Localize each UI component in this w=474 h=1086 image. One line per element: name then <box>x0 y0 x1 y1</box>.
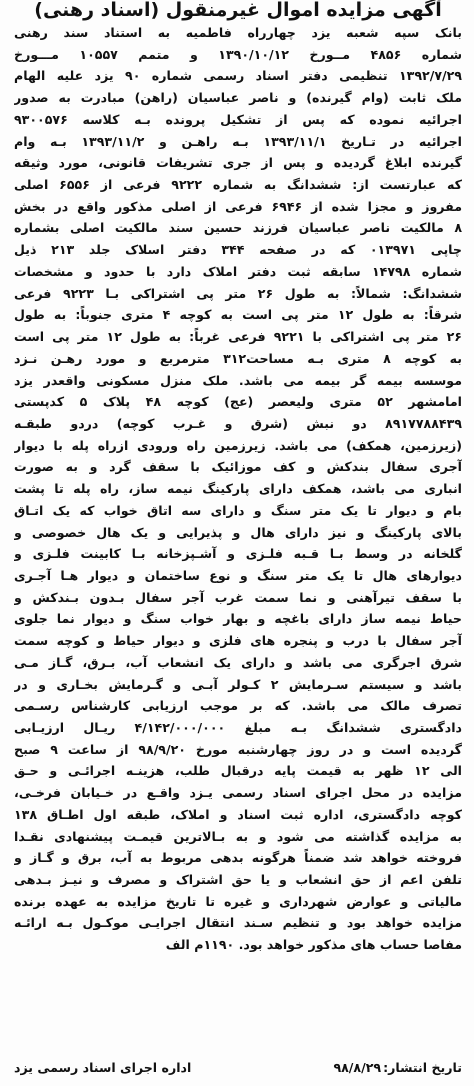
notice-line: مزایده خواهد بود و تنظیم سـند انتقال اجرایـی موکـول بـه ارائـه <box>14 915 462 931</box>
notice-line: شرقاً: به طول ۱۲ متر پی است به کوچه ۴ متری جنوباً: به طول <box>14 307 462 323</box>
notice-line: تصرف مالک می باشد. که بر موجب ارزیابی کارشناس رسـمی <box>14 698 462 714</box>
notice-line: مالیاتی و عوارض شهرداری و غیره تا تاریخ مزایده به عهده برنده <box>14 893 462 909</box>
publication-date <box>333 1060 462 1075</box>
issuing-office: اداره اجرای اسناد رسمی یزد <box>14 1059 192 1075</box>
notice-line: کوچه دادگستری، اداره ثبت اسناد و املاک، طبقه اول اطـاق ۱۳۸ <box>14 806 462 822</box>
notice-line: اجرائیه نموده که پس از تشکیل پرونده بـه کلاسه ۹۳۰۰۵۷۶ <box>14 111 462 127</box>
notice-title: آگهی مزایده اموال غیرمنقول (اسناد رهنی) <box>34 0 442 21</box>
notice-line: بام و دیوار تا یک متر سنگ و دارای سه اتاق خواب که یک اتـاق <box>14 502 462 518</box>
notice-line: مفاصا حساب های مذکور خواهد بود. ۱۱۹۰م الف <box>165 937 462 953</box>
notice-line: به مزایده گذاشته می شود و به بـالاترین قیمـت پیشنهادی نقـدا <box>14 828 462 844</box>
notice-line: اجرائیه در تـاریخ ۱۳۹۳/۱۱/۱ بـه راهـن و ۱۳۹۳/۱۱/۲ بـه وام <box>14 133 462 149</box>
notice-line: بانک سپه شعبه یزد چهارراه فاطمیه به استناد سند رهنی <box>14 25 462 40</box>
notice-line: باشد و سیستم سـرمایش ۲ کـولر آبـی و گـرمایش بخـاری و در <box>14 676 462 692</box>
notice-line: شرق اجرگری می باشد و دارای یک انشعاب آب، بـرق، گـاز مـی <box>14 654 462 670</box>
notice-body <box>14 22 462 956</box>
notice-line: که عبارتست از: ششدانگ به شماره ۹۲۲۲ فرعی از ۶۵۵۶ اصلی <box>14 177 462 193</box>
notice-line: ۲۶ متر پی اشتراکی با ۹۲۲۱ فرعی غرباً: به طول ۱۲ متر پی است <box>14 329 462 345</box>
notice-line: ۸۹۱۷۷۸۸۴۳۹ دو نبش (شرق و غـرب کوچه) دردو طبقـه <box>14 415 462 431</box>
notice-line: آجر سفال با درب و پنجره های فلزی و دیوار حیاط و کوچه سمت <box>14 633 462 649</box>
notice-line: موسسه بیمه گر بیمه می باشد. ملک منزل مسکونی واقعدر یزد <box>14 372 462 388</box>
notice-line: ۱۳۹۲/۷/۲۹ تنظیمی دفتر اسناد رسمی شماره ۹۰ یزد علیه الهام <box>14 68 462 84</box>
notice-line: بالای پارکینگ و نیز دارای هال و پذیرایی و یک هال خصوصی و <box>14 524 462 540</box>
notice-line: شماره ۱۴۷۹۸ سابقه ثبت دفتر املاک دارد با حدود و مشخصات <box>14 263 462 279</box>
notice-line: چاپی ۰۱۳۹۷۱ که در صفحه ۳۴۴ دفتر اسلاک جلد ۲۱۳ ذیل <box>14 242 462 258</box>
notice-line: آجری سفال بندکش و کف موزائیک با سقف گرد و به صورت <box>14 459 462 475</box>
notice-line: فروخته خواهد شد ضمناً هرگونه بدهی مربوط به آب، برق و گـاز و <box>14 850 462 866</box>
notice-line: انباری می باشد، همکف دارای پارکینگ نیمه ساز، راه پله تا پشت <box>14 481 462 497</box>
notice-line: گلخانه در وسط بـا قـبه فلـزی و آشـپزخانه بـا کابینت فلـزی و <box>14 546 462 562</box>
notice-line: گیرنده ابلاغ گردیده و پس از جری تشریفات قانونی، مورد وثیقه <box>14 155 462 171</box>
publication-date-value: ۹۸/۸/۲۹ <box>333 1059 382 1075</box>
notice-line: (زیرزمین، همکف) می باشد. زیرزمین راه ورودی ازراه پله با دیوار <box>14 437 462 453</box>
notice-line: دادگستری ششدانگ بـه مبلغ ۴/۱۴۲/۰۰۰/۰۰۰ ریـال ارزیـابی <box>14 720 462 735</box>
notice-line: حیاط نیمه ساز دارای باغچه و بهار خواب سنگ و دیوار نما جلوی <box>14 611 462 627</box>
notice-line: دیوارهای هال تا یک متر سنگ و نوع ساختمان و دیوار هـا آجـری <box>14 567 462 583</box>
publication-date-label: تاریخ انتشار: <box>383 1059 462 1075</box>
notice-line: الی ۱۲ ظهر به قیمت پایه درقبال طلب، هزینـه اجرائـی و حـق <box>14 763 462 779</box>
notice-line: به کوچه ۸ متری بـه مساحت۳۱۲ مترمربع و مورد رهـن نـزد <box>14 350 462 366</box>
notice-line: گردیده است و در روز چهارشنبه مورخ ۹۸/۹/۲۰ از ساعت ۹ صبح <box>14 741 462 757</box>
notice-footer <box>14 1056 462 1078</box>
notice-line: مفروز و مجزا شده از ۶۹۴۶ فرعی از اصلی مذکور واقع در بخش <box>14 198 462 214</box>
notice-line: ملک ثابت (وام گیرنده) و ناصر عباسیان (راهن) مبادرت به صدور <box>14 90 462 106</box>
notice-line: تلفن اعم از حق انشعاب و یا حق اشتراک و مصرف و نیـز بـدهی <box>14 872 462 888</box>
notice-line: شماره ۴۸۵۶ مــورخ ۱۳۹۰/۱۰/۱۲ و متمم ۱۰۵۵۷ مـــورخ <box>14 46 462 62</box>
notice-line: ششدانگ: شمالاً: به طول ۲۶ متر پی اشتراکی بـا ۹۲۲۳ فرعی <box>14 285 462 301</box>
notice-line: مزایده در محل اجرای اسناد رسمی یـزد واقـع در خـیابان فرخـی، <box>14 785 462 801</box>
notice-line: امامشهر ۵۲ متری ولیعصر (عج) کوچه ۴۸ پلاک ۵ کدپستی <box>14 394 462 410</box>
notice-line: ۸ مالکیت ناصر عباسیان فرزند حسین سند مالکیت اصلی بشماره <box>14 220 462 236</box>
notice-line: با سقف تیرآهنی و نما سمت غرب آجر سفال بـدون بـندکش و <box>14 589 462 605</box>
